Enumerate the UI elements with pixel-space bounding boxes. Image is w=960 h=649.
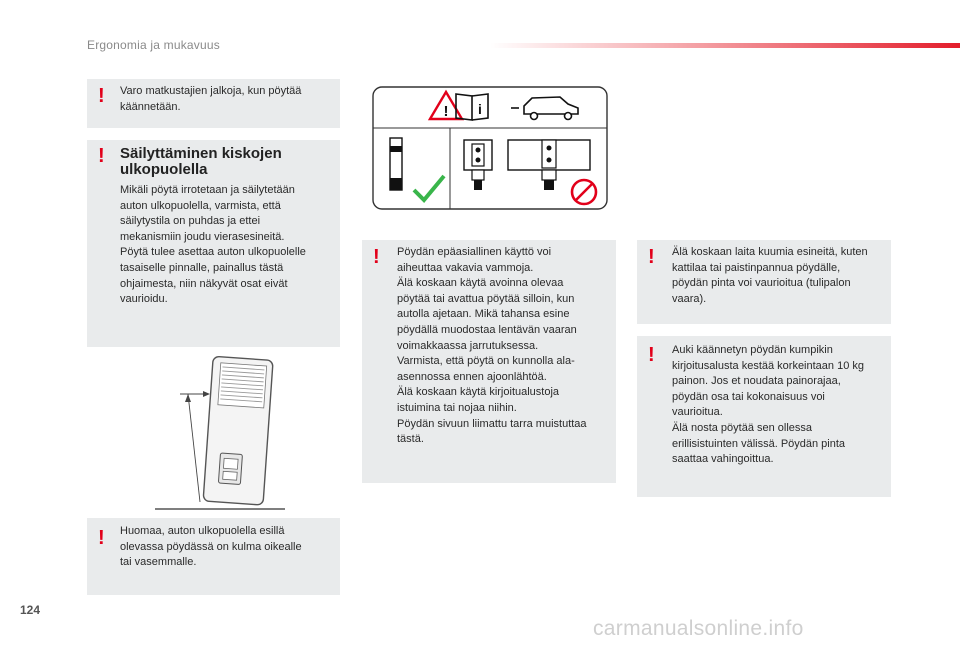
warning-label-illustration xyxy=(372,86,608,210)
note-table-angle-text: Huomaa, auton ulkopuolella esillä olevassa pöydässä on kulma oikealle tai vasemmalle. xyxy=(120,525,302,569)
storage-section-body: Mikäli pöytä irrotetaan ja säilytetään auton ulkopuolella, varmista, että säilytystila on puhdas ja ettei mekanismiin joudu vierasesineitä. Pöytä tulee asettaa auton ulkopuolelle tasaiselle pinnalle, painallus tästä ohjaimesta, niin näkyvät osat eivät vaurioidu. xyxy=(120,184,306,306)
warning-mark: ! xyxy=(98,527,105,549)
svg-text:!: ! xyxy=(443,103,449,120)
section-title: Ergonomia ja mukavuus xyxy=(87,38,220,52)
warning-mark: ! xyxy=(98,85,105,107)
svg-text:i: i xyxy=(478,101,482,117)
warning-mark: ! xyxy=(648,344,655,366)
storage-section-title: Säilyttäminen kiskojen ulkopuolella xyxy=(120,145,282,178)
misuse-warning-text: Pöydän epäasiallinen käyttö voi aiheuttaa vakavia vammoja. Älä koskaan käytä avoinna olevaa pöytää tai avattua pöytää silloin, kun autolla ajetaan. Mikä tahansa esine pöydällä muodostaa lentävän vaaran voimakkaassa jarrutuksessa. Varmista, että pöytä on kunnolla ala- asennossa ennen ajoonlähtöä. Älä koskaan käytä kirjoitualustoja istuimina tai nojaa niihin. Pöydän sivuun liimattu tarra muistuttaa tästä. xyxy=(397,246,587,446)
load-limit-note-text: Auki käännetyn pöydän kumpikin kirjoitusalusta kestää korkeintaan 10 kg painon. Jos et noudata painorajaa, pöydän osa tai kokonaisuus voi vaurioitua. Älä nosta pöytää sen ollessa erillisistuinten välissä. Pöydän pinta saattaa vahingoittua. xyxy=(672,344,864,466)
watermark: carmanualsonline.info xyxy=(593,617,804,640)
hot-objects-note-text: Älä koskaan laita kuumia esineitä, kuten kattilaa tai paistinpannua pöydälle, pöydän pinta voi vaurioitua (tulipalon vaara). xyxy=(672,246,868,305)
note-passenger-feet-text: Varo matkustajien jalkoja, kun pöytää käännetään. xyxy=(120,85,302,113)
warning-mark: ! xyxy=(373,246,380,268)
page-number: 124 xyxy=(20,603,41,617)
table-angle-illustration xyxy=(150,352,290,512)
warning-mark: ! xyxy=(98,145,105,167)
header-accent-bar xyxy=(490,43,960,48)
warning-mark: ! xyxy=(648,246,655,268)
prohibited-icon xyxy=(572,180,596,204)
